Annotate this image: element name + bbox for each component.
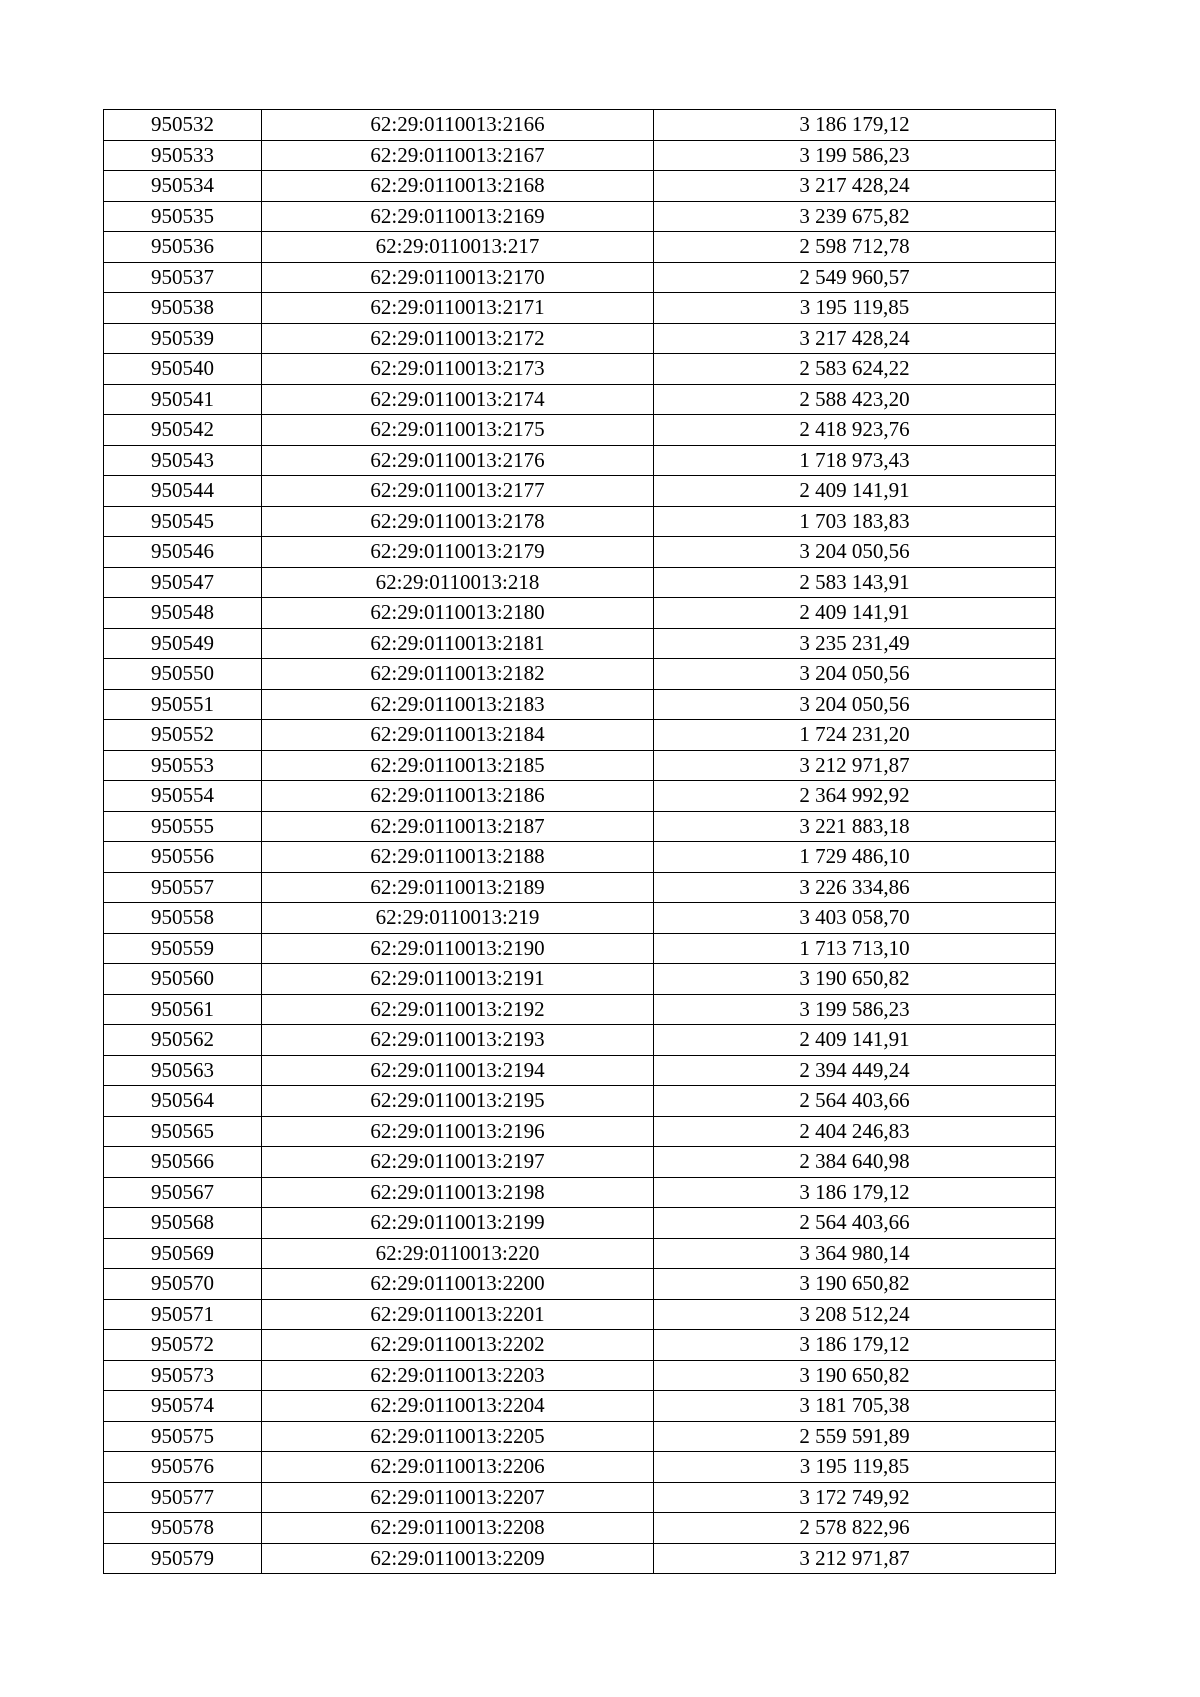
row-number-cell: 950574 — [104, 1391, 262, 1422]
row-number-cell: 950555 — [104, 811, 262, 842]
cadastral-number-cell: 62:29:0110013:2175 — [262, 415, 654, 446]
value-cell: 3 195 119,85 — [654, 1452, 1056, 1483]
value-cell: 2 564 403,66 — [654, 1208, 1056, 1239]
row-number-cell: 950578 — [104, 1513, 262, 1544]
table-row — [104, 933, 1056, 964]
row-number-cell: 950550 — [104, 659, 262, 690]
cadastral-number-cell: 62:29:0110013:2171 — [262, 293, 654, 324]
cadastral-number-cell: 62:29:0110013:2173 — [262, 354, 654, 385]
table-row — [104, 1330, 1056, 1361]
value-cell: 2 409 141,91 — [654, 1025, 1056, 1056]
cadastral-number-cell: 62:29:0110013:2200 — [262, 1269, 654, 1300]
table-row — [104, 445, 1056, 476]
cadastral-number-cell: 62:29:0110013:2168 — [262, 171, 654, 202]
value-cell: 2 394 449,24 — [654, 1055, 1056, 1086]
row-number-cell: 950537 — [104, 262, 262, 293]
cadastral-number-cell: 62:29:0110013:2166 — [262, 110, 654, 141]
value-cell: 3 212 971,87 — [654, 1543, 1056, 1574]
value-cell: 2 588 423,20 — [654, 384, 1056, 415]
table-row — [104, 842, 1056, 873]
cadastral-number-cell: 62:29:0110013:2170 — [262, 262, 654, 293]
row-number-cell: 950563 — [104, 1055, 262, 1086]
value-cell: 3 186 179,12 — [654, 1330, 1056, 1361]
table-row — [104, 140, 1056, 171]
value-cell: 2 583 624,22 — [654, 354, 1056, 385]
row-number-cell: 950559 — [104, 933, 262, 964]
value-cell: 2 583 143,91 — [654, 567, 1056, 598]
table-row — [104, 1269, 1056, 1300]
cadastral-number-cell: 62:29:0110013:2184 — [262, 720, 654, 751]
table-row — [104, 1513, 1056, 1544]
table-row — [104, 903, 1056, 934]
table-row — [104, 354, 1056, 385]
row-number-cell: 950545 — [104, 506, 262, 537]
cadastral-number-cell: 62:29:0110013:2169 — [262, 201, 654, 232]
cadastral-number-cell: 62:29:0110013:2195 — [262, 1086, 654, 1117]
row-number-cell: 950536 — [104, 232, 262, 263]
cadastral-number-cell: 62:29:0110013:219 — [262, 903, 654, 934]
row-number-cell: 950564 — [104, 1086, 262, 1117]
cadastral-number-cell: 62:29:0110013:2185 — [262, 750, 654, 781]
row-number-cell: 950544 — [104, 476, 262, 507]
cadastral-number-cell: 62:29:0110013:2187 — [262, 811, 654, 842]
table-row — [104, 750, 1056, 781]
table-row — [104, 262, 1056, 293]
value-cell: 2 549 960,57 — [654, 262, 1056, 293]
cadastral-number-cell: 62:29:0110013:2180 — [262, 598, 654, 629]
table-row — [104, 201, 1056, 232]
cadastral-number-cell: 62:29:0110013:2207 — [262, 1482, 654, 1513]
row-number-cell: 950558 — [104, 903, 262, 934]
row-number-cell: 950565 — [104, 1116, 262, 1147]
cadastral-number-cell: 62:29:0110013:2197 — [262, 1147, 654, 1178]
row-number-cell: 950573 — [104, 1360, 262, 1391]
table-row — [104, 232, 1056, 263]
cadastral-number-cell: 62:29:0110013:2179 — [262, 537, 654, 568]
table-row — [104, 1025, 1056, 1056]
value-cell: 3 181 705,38 — [654, 1391, 1056, 1422]
row-number-cell: 950553 — [104, 750, 262, 781]
cadastral-number-cell: 62:29:0110013:2172 — [262, 323, 654, 354]
value-cell: 2 364 992,92 — [654, 781, 1056, 812]
row-number-cell: 950570 — [104, 1269, 262, 1300]
row-number-cell: 950579 — [104, 1543, 262, 1574]
row-number-cell: 950575 — [104, 1421, 262, 1452]
value-cell: 3 186 179,12 — [654, 110, 1056, 141]
table-row — [104, 1177, 1056, 1208]
table-row — [104, 1299, 1056, 1330]
row-number-cell: 950547 — [104, 567, 262, 598]
value-cell: 2 559 591,89 — [654, 1421, 1056, 1452]
value-cell: 2 418 923,76 — [654, 415, 1056, 446]
cadastral-number-cell: 62:29:0110013:2206 — [262, 1452, 654, 1483]
table-row — [104, 1086, 1056, 1117]
value-cell: 3 190 650,82 — [654, 1360, 1056, 1391]
table-row — [104, 506, 1056, 537]
value-cell: 3 208 512,24 — [654, 1299, 1056, 1330]
table-row — [104, 415, 1056, 446]
cadastral-number-cell: 62:29:0110013:2186 — [262, 781, 654, 812]
cadastral-number-cell: 62:29:0110013:218 — [262, 567, 654, 598]
table-row — [104, 293, 1056, 324]
row-number-cell: 950549 — [104, 628, 262, 659]
table-row — [104, 1208, 1056, 1239]
cadastral-number-cell: 62:29:0110013:2181 — [262, 628, 654, 659]
cadastral-number-cell: 62:29:0110013:2189 — [262, 872, 654, 903]
value-cell: 3 172 749,92 — [654, 1482, 1056, 1513]
row-number-cell: 950566 — [104, 1147, 262, 1178]
row-number-cell: 950546 — [104, 537, 262, 568]
row-number-cell: 950569 — [104, 1238, 262, 1269]
row-number-cell: 950541 — [104, 384, 262, 415]
value-cell: 1 724 231,20 — [654, 720, 1056, 751]
value-cell: 3 221 883,18 — [654, 811, 1056, 842]
cadastral-number-cell: 62:29:0110013:2177 — [262, 476, 654, 507]
table-row — [104, 720, 1056, 751]
value-cell: 2 409 141,91 — [654, 476, 1056, 507]
row-number-cell: 950567 — [104, 1177, 262, 1208]
table-row — [104, 384, 1056, 415]
value-cell: 3 226 334,86 — [654, 872, 1056, 903]
cadastral-number-cell: 62:29:0110013:2198 — [262, 1177, 654, 1208]
row-number-cell: 950535 — [104, 201, 262, 232]
value-cell: 3 204 050,56 — [654, 689, 1056, 720]
cadastral-number-cell: 62:29:0110013:2203 — [262, 1360, 654, 1391]
value-cell: 3 186 179,12 — [654, 1177, 1056, 1208]
value-cell: 3 403 058,70 — [654, 903, 1056, 934]
value-cell: 3 212 971,87 — [654, 750, 1056, 781]
table-row — [104, 994, 1056, 1025]
value-cell: 3 235 231,49 — [654, 628, 1056, 659]
table-row — [104, 1147, 1056, 1178]
table-row — [104, 1543, 1056, 1574]
row-number-cell: 950571 — [104, 1299, 262, 1330]
data-table — [103, 109, 1056, 1574]
cadastral-number-cell: 62:29:0110013:2190 — [262, 933, 654, 964]
table-row — [104, 1391, 1056, 1422]
table-row — [104, 171, 1056, 202]
table-row — [104, 567, 1056, 598]
cadastral-number-cell: 62:29:0110013:2176 — [262, 445, 654, 476]
value-cell: 2 404 246,83 — [654, 1116, 1056, 1147]
row-number-cell: 950532 — [104, 110, 262, 141]
table-row — [104, 110, 1056, 141]
table-row — [104, 628, 1056, 659]
table-row — [104, 1360, 1056, 1391]
row-number-cell: 950576 — [104, 1452, 262, 1483]
table-row — [104, 811, 1056, 842]
table-row — [104, 872, 1056, 903]
table-row — [104, 689, 1056, 720]
cadastral-number-cell: 62:29:0110013:2191 — [262, 964, 654, 995]
value-cell: 3 217 428,24 — [654, 323, 1056, 354]
value-cell: 1 718 973,43 — [654, 445, 1056, 476]
cadastral-number-cell: 62:29:0110013:2167 — [262, 140, 654, 171]
value-cell: 2 564 403,66 — [654, 1086, 1056, 1117]
table-row — [104, 598, 1056, 629]
value-cell: 1 703 183,83 — [654, 506, 1056, 537]
row-number-cell: 950562 — [104, 1025, 262, 1056]
value-cell: 3 204 050,56 — [654, 537, 1056, 568]
row-number-cell: 950554 — [104, 781, 262, 812]
value-cell: 3 217 428,24 — [654, 171, 1056, 202]
value-cell: 2 578 822,96 — [654, 1513, 1056, 1544]
value-cell: 3 199 586,23 — [654, 994, 1056, 1025]
value-cell: 3 239 675,82 — [654, 201, 1056, 232]
row-number-cell: 950534 — [104, 171, 262, 202]
cadastral-number-cell: 62:29:0110013:2188 — [262, 842, 654, 873]
cadastral-number-cell: 62:29:0110013:2204 — [262, 1391, 654, 1422]
value-cell: 3 195 119,85 — [654, 293, 1056, 324]
cadastral-number-cell: 62:29:0110013:2192 — [262, 994, 654, 1025]
cadastral-number-cell: 62:29:0110013:2202 — [262, 1330, 654, 1361]
table-row — [104, 964, 1056, 995]
cadastral-number-cell: 62:29:0110013:2193 — [262, 1025, 654, 1056]
value-cell: 3 190 650,82 — [654, 964, 1056, 995]
row-number-cell: 950577 — [104, 1482, 262, 1513]
value-cell: 3 190 650,82 — [654, 1269, 1056, 1300]
table-row — [104, 476, 1056, 507]
value-cell: 3 204 050,56 — [654, 659, 1056, 690]
value-cell: 1 729 486,10 — [654, 842, 1056, 873]
row-number-cell: 950556 — [104, 842, 262, 873]
cadastral-number-cell: 62:29:0110013:220 — [262, 1238, 654, 1269]
cadastral-number-cell: 62:29:0110013:2183 — [262, 689, 654, 720]
row-number-cell: 950538 — [104, 293, 262, 324]
value-cell: 3 364 980,14 — [654, 1238, 1056, 1269]
row-number-cell: 950561 — [104, 994, 262, 1025]
table-row — [104, 1238, 1056, 1269]
value-cell: 2 384 640,98 — [654, 1147, 1056, 1178]
cadastral-number-cell: 62:29:0110013:2199 — [262, 1208, 654, 1239]
cadastral-number-cell: 62:29:0110013:2174 — [262, 384, 654, 415]
cadastral-number-cell: 62:29:0110013:2209 — [262, 1543, 654, 1574]
table-row — [104, 781, 1056, 812]
cadastral-number-cell: 62:29:0110013:2205 — [262, 1421, 654, 1452]
row-number-cell: 950572 — [104, 1330, 262, 1361]
table-row — [104, 1452, 1056, 1483]
row-number-cell: 950552 — [104, 720, 262, 751]
value-cell: 1 713 713,10 — [654, 933, 1056, 964]
row-number-cell: 950539 — [104, 323, 262, 354]
row-number-cell: 950568 — [104, 1208, 262, 1239]
row-number-cell: 950548 — [104, 598, 262, 629]
value-cell: 3 199 586,23 — [654, 140, 1056, 171]
row-number-cell: 950542 — [104, 415, 262, 446]
cadastral-number-cell: 62:29:0110013:2178 — [262, 506, 654, 537]
row-number-cell: 950533 — [104, 140, 262, 171]
table-row — [104, 1482, 1056, 1513]
table-row — [104, 659, 1056, 690]
table-row — [104, 537, 1056, 568]
row-number-cell: 950557 — [104, 872, 262, 903]
cadastral-number-cell: 62:29:0110013:217 — [262, 232, 654, 263]
table-row — [104, 1421, 1056, 1452]
table-row — [104, 323, 1056, 354]
row-number-cell: 950543 — [104, 445, 262, 476]
table-row — [104, 1116, 1056, 1147]
table-body — [104, 110, 1056, 1574]
value-cell: 2 409 141,91 — [654, 598, 1056, 629]
cadastral-number-cell: 62:29:0110013:2208 — [262, 1513, 654, 1544]
row-number-cell: 950560 — [104, 964, 262, 995]
cadastral-number-cell: 62:29:0110013:2194 — [262, 1055, 654, 1086]
cadastral-number-cell: 62:29:0110013:2182 — [262, 659, 654, 690]
value-cell: 2 598 712,78 — [654, 232, 1056, 263]
table-row — [104, 1055, 1056, 1086]
row-number-cell: 950540 — [104, 354, 262, 385]
cadastral-number-cell: 62:29:0110013:2201 — [262, 1299, 654, 1330]
cadastral-number-cell: 62:29:0110013:2196 — [262, 1116, 654, 1147]
row-number-cell: 950551 — [104, 689, 262, 720]
